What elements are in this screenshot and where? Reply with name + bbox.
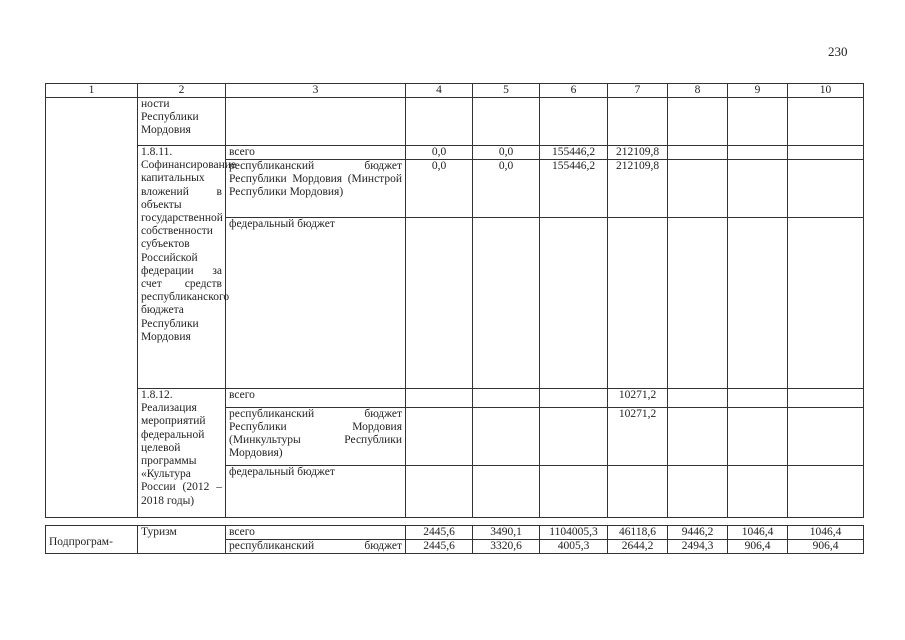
value-cell: 10271,2 [608, 408, 668, 466]
value-cell: 3490,1 [473, 526, 540, 540]
value-cell: 3320,6 [473, 540, 540, 554]
header-cell: 10 [788, 84, 864, 98]
value-cell: 906,4 [728, 540, 788, 554]
source-label: всего [226, 146, 406, 160]
header-cell: 7 [608, 84, 668, 98]
item-1811-title: 1.8.11. Софинансирование капитальных вложений в объекты государственной собственности субъектов Российской федерации за счет средств республиканского бюджета Республики Мордовия [138, 146, 226, 389]
table-row [46, 146, 864, 160]
source-label: республиканский бюджет [226, 540, 406, 554]
value-cell: 46118,6 [608, 526, 668, 540]
source-label: федеральный бюджет [226, 466, 406, 518]
header-row [46, 84, 864, 98]
value-cell: 155446,2 [540, 160, 608, 218]
value-cell: 1104005,3 [540, 526, 608, 540]
source-cell [226, 98, 406, 146]
item-1812-title: 1.8.12. Реализация мероприятий федеральной целевой программы «Культура России (2012 – 2018 годы) [138, 389, 226, 518]
value-cell: 212109,8 [608, 146, 668, 160]
table-row [46, 389, 864, 408]
source-label: республиканский бюджет Республики Мордовия (Минкультуры Республики Мордовия) [226, 408, 406, 466]
source-label: республиканский бюджет Республики Мордовия (Минстрой Республики Мордовия) [226, 160, 406, 218]
value-cell: 4005,3 [540, 540, 608, 554]
value-cell: 906,4 [788, 540, 864, 554]
source-label: федеральный бюджет [226, 218, 406, 389]
value-cell: 0,0 [406, 160, 473, 218]
header-cell: 1 [46, 84, 138, 98]
header-cell: 6 [540, 84, 608, 98]
value-cell: 1046,4 [788, 526, 864, 540]
header-cell: 4 [406, 84, 473, 98]
subprogram-label: Подпрограм- [46, 526, 138, 554]
header-cell: 8 [668, 84, 728, 98]
value-cell: 2445,6 [406, 540, 473, 554]
header-cell: 9 [728, 84, 788, 98]
value-cell: 212109,8 [608, 160, 668, 218]
continuation-text: ности Республики Мордовия [138, 98, 226, 146]
col1-cell [46, 98, 138, 518]
source-label: всего [226, 526, 406, 540]
value-cell: 1046,4 [728, 526, 788, 540]
value-cell: 155446,2 [540, 146, 608, 160]
header-cell: 3 [226, 84, 406, 98]
value-cell: 0,0 [473, 146, 540, 160]
value-cell: 0,0 [406, 146, 473, 160]
value-cell: 2644,2 [608, 540, 668, 554]
value-cell: 2445,6 [406, 526, 473, 540]
table-row [46, 526, 864, 540]
header-cell: 2 [138, 84, 226, 98]
value-cell: 9446,2 [668, 526, 728, 540]
budget-table [45, 83, 864, 518]
table-row [46, 98, 864, 146]
header-cell: 5 [473, 84, 540, 98]
source-label: всего [226, 389, 406, 408]
page-number: 230 [828, 44, 848, 59]
subprogram-name: Туризм [138, 526, 226, 554]
value-cell: 10271,2 [608, 389, 668, 408]
value-cell: 0,0 [473, 160, 540, 218]
value-cell: 2494,3 [668, 540, 728, 554]
subprogram-table [45, 525, 864, 554]
